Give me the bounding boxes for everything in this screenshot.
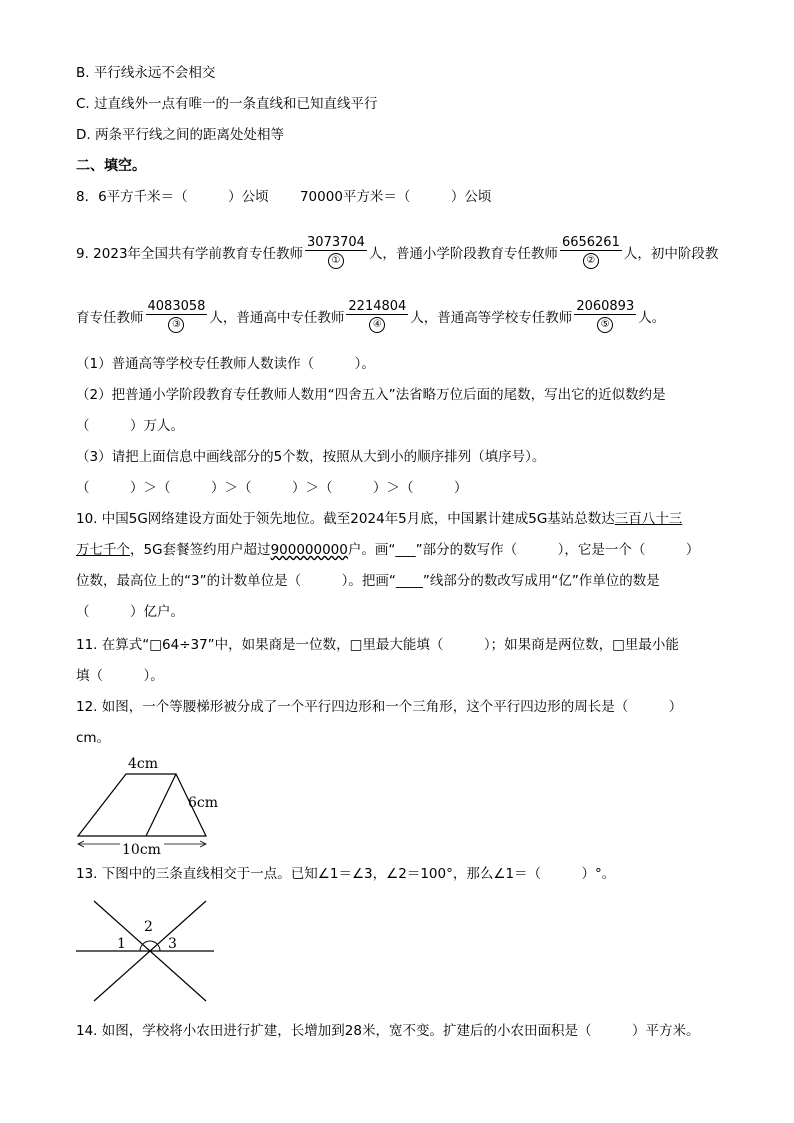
q10-text-c1: 位数，最高位上的“3”的计数单位是（ ）。把画“ [76, 573, 396, 589]
q9-text-e: 人，普通高中专任教师 [209, 310, 345, 326]
fraction-4 [346, 299, 408, 333]
q10-text-a: 10. 中国5G网络建设方面处于领先地位。截至2024年5月底，中国累计建成5G基站总数达 [76, 511, 615, 527]
fraction-1 [305, 235, 367, 269]
fraction-2-label: ② [583, 253, 599, 269]
label-top-length: 4cm [128, 756, 159, 772]
parallelogram-divider [146, 774, 176, 836]
q10-text-c2: ”线部分的数改写成用“亿”作单位的数是 [422, 573, 660, 589]
trapezoid-outline [78, 774, 206, 836]
fraction-4-number: 2214804 [348, 299, 407, 314]
question-9-part1: （1）普通高等学校专任教师人数读作（ ）。 [76, 356, 375, 372]
q9-text-g: 人。 [638, 310, 666, 326]
q10-text-b3: ”部分的数写作（ ），它是一个（ ） [415, 542, 700, 558]
fraction-3 [146, 299, 208, 333]
fraction-4-label: ④ [369, 317, 385, 333]
fraction-1-label: ① [328, 253, 344, 269]
fraction-3-label: ③ [168, 317, 184, 333]
q9-text-b: 人，普通小学阶段教育专任教师 [368, 246, 558, 262]
fraction-1-number: 3073704 [307, 235, 365, 250]
question-10-line3 [76, 571, 660, 591]
fraction-5-label: ⑤ [597, 317, 613, 333]
question-10-line2 [76, 540, 699, 560]
trapezoid-figure [70, 752, 230, 862]
q9-text-d: 育专任教师 [76, 310, 144, 326]
question-14: 14. 如图，学校将小农田进行扩建，长增加到28米，宽不变。扩建后的小农田面积是（ ）平方米。 [76, 1023, 700, 1039]
fraction-5 [574, 299, 636, 333]
question-11-line1: 11. 在算式“□64÷37”中，如果商是一位数，□里最大能填（ ）；如果商是两位数，□里最小能 [76, 637, 679, 653]
q10-wavy-number: 900000000 [270, 542, 348, 558]
question-9-part2: （2）把普通小学阶段教育专任教师人数用“四舍五入”法省略万位后面的尾数，写出它的近似数约是 [76, 387, 666, 403]
fraction-5-number: 2060893 [576, 299, 635, 314]
question-9-part3: （3）请把上面信息中画线部分的5个数，按照从大到小的顺序排列（填序号）。 [76, 449, 546, 465]
angle-label-3: 3 [168, 936, 177, 952]
intersecting-lines-figure [70, 895, 220, 1010]
q10-underlined-a: 三百八十三 [614, 511, 683, 527]
q9-text-c: 人，初中阶段教 [623, 246, 719, 262]
question-9-line1 [76, 237, 718, 271]
question-9-line2 [76, 301, 665, 335]
question-9-part2-answer: （ ）万人。 [76, 418, 184, 434]
question-11-line2: 填（ ）。 [76, 668, 164, 684]
question-12-line2: cm。 [76, 730, 111, 746]
q9-text-a: 9. 2023年全国共有学前教育专任教师 [76, 246, 304, 262]
section-title-fill-blank: 二、填空。 [76, 158, 146, 174]
question-9-part3-answer: （ ）＞（ ）＞（ ）＞（ ）＞（ ） [76, 480, 468, 496]
q9-text-f: 人，普通高等学校专任教师 [410, 310, 573, 326]
label-bottom-length: 10cm [122, 842, 161, 858]
q10-text-b2: 户。画“ [347, 542, 396, 558]
angle-arc [140, 941, 160, 951]
q10-underlined-b: 万七千个 [76, 542, 130, 558]
option-c: C. 过直线外一点有唯一的一条直线和已知直线平行 [76, 96, 378, 112]
option-b: B. 平行线永远不会相交 [76, 65, 216, 81]
question-10-line4: （ ）亿户。 [76, 604, 184, 620]
question-12-line1: 12. 如图，一个等腰梯形被分成了一个平行四边形和一个三角形，这个平行四边形的周长是（ ） [76, 699, 683, 715]
option-d: D. 两条平行线之间的距离处处相等 [76, 127, 284, 143]
fraction-2 [560, 235, 622, 269]
angle-label-2: 2 [144, 919, 153, 935]
angle-label-1: 1 [117, 936, 126, 952]
q10-blank-mark: ___ [395, 542, 416, 558]
q10-wavy-mark: ____ [395, 573, 423, 589]
question-8: 8．6平方千米＝（ ）公顷 70000平方米＝（ ）公顷 [76, 189, 492, 205]
question-10-line1 [76, 509, 682, 529]
fraction-3-number: 4083058 [147, 299, 206, 314]
fraction-2-number: 6656261 [561, 235, 620, 250]
q10-text-b1: ，5G套餐签约用户超过 [130, 542, 271, 558]
label-side-length: 6cm [188, 795, 219, 811]
question-13: 13. 下图中的三条直线相交于一点。已知∠1＝∠3，∠2＝100°，那么∠1＝（ ）°。 [76, 866, 616, 882]
